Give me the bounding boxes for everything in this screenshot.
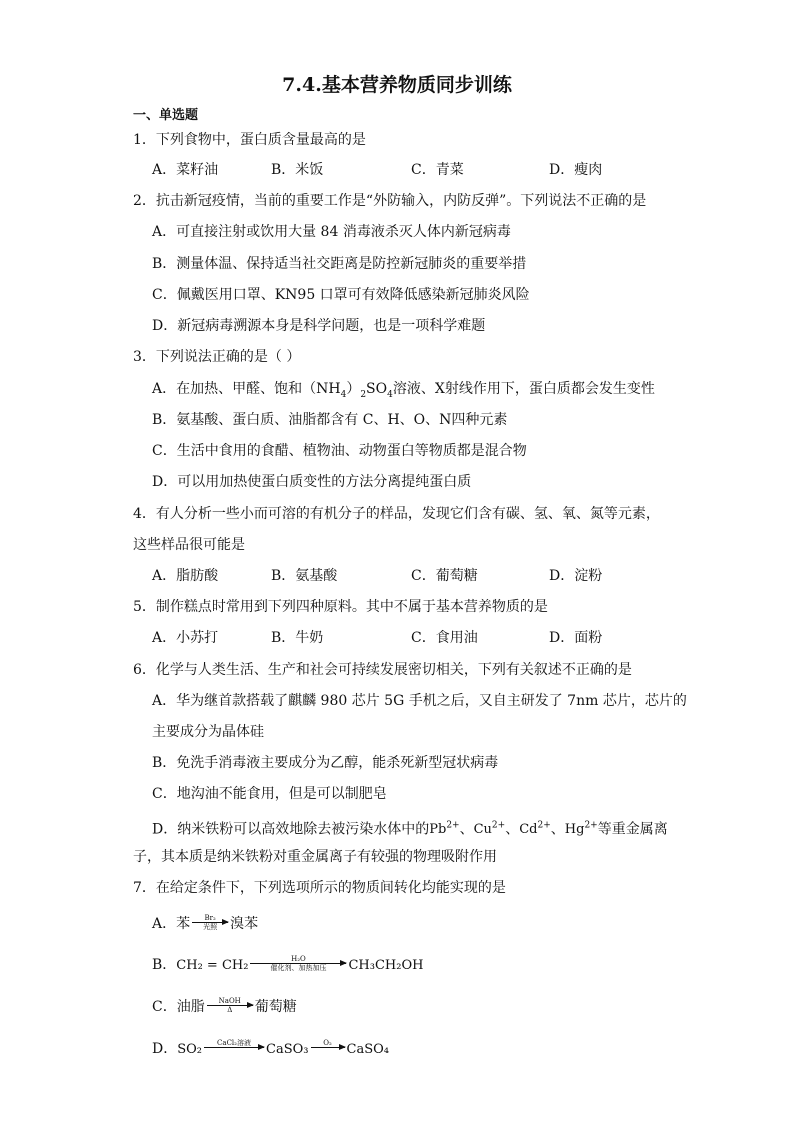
q6-option-d-line-1: [152, 817, 668, 839]
q7-option-a: [152, 915, 258, 933]
question-7-stem: 7．在给定条件下，下列选项所示的物质间转化均能实现的是: [133, 880, 506, 896]
q6-option-c: C．地沟油不能食用，但是可以制肥皂: [152, 786, 387, 802]
q3-option-a: [152, 380, 655, 404]
q5-option-c: C．食用油: [411, 630, 478, 646]
product: 葡萄糖: [254, 999, 297, 1015]
q2-option-d: D．新冠病毒溯源本身是科学问题，也是一项科学难题: [152, 318, 486, 334]
product: CH₃CH₂OH: [348, 958, 424, 973]
separator: 、: [459, 821, 474, 838]
q4-option-c: C．葡萄糖: [411, 568, 478, 584]
q6-option-a-line-1: A．华为继首款搭载了麒麟 980 芯片 5G 手机之后，又自主研发了 7nm 芯片，芯片的: [152, 693, 687, 709]
ion-pb: $Pb^{2+}$: [429, 821, 460, 838]
q1-option-b: B．米饭: [271, 162, 324, 178]
option-label: C．: [152, 999, 177, 1015]
q7-option-c: [152, 998, 297, 1016]
product: 溴苯: [230, 916, 259, 932]
reaction-arrow: H₂O 催化剂、加热加压: [250, 955, 346, 972]
q3-a-sub-1: 4: [340, 389, 347, 400]
page-title: 7.4.基本营养物质同步训练: [282, 74, 512, 96]
q1-option-a: A．菜籽油: [152, 162, 219, 178]
reactant: SO₂: [177, 1042, 203, 1057]
question-2-stem: 2．抗击新冠疫情，当前的重要工作是“外防输入，内防反弹”。下列说法不正确的是: [133, 193, 647, 209]
q1-option-d: D．瘦肉: [549, 162, 603, 178]
q5-option-a: A．小苏打: [152, 630, 219, 646]
q3-a-sub-3: 4: [387, 389, 393, 400]
reactant: 油脂: [176, 999, 205, 1015]
separator: 、: [505, 821, 520, 838]
q3-option-d: D．可以用加热使蛋白质变性的方法分离提纯蛋白质: [152, 474, 472, 490]
q7-option-d: [152, 1040, 389, 1059]
separator: 、: [550, 821, 565, 838]
ion-cd: $Cd^{2+}$: [519, 821, 551, 838]
reaction-arrow-2: O₂: [311, 1039, 345, 1056]
option-label: B．: [152, 957, 177, 973]
reactant: CH₂ = CH₂: [176, 958, 249, 973]
option-label: A．: [152, 916, 177, 932]
q4-option-a: A．脂肪酸: [152, 568, 219, 584]
ion-cu: $Cu^{2+}$: [473, 821, 506, 838]
question-4-stem-line-1: 4．有人分析一些小而可溶的有机分子的样品，发现它们含有碳、氢、氧、氮等元素，: [133, 506, 660, 522]
q2-option-a: A．可直接注射或饮用大量 84 消毒液杀灭人体内新冠病毒: [152, 224, 511, 240]
product: CaSO₄: [346, 1042, 389, 1057]
q4-option-b: B．氨基酸: [271, 568, 338, 584]
question-4-stem-line-2: 这些样品很可能是: [133, 537, 245, 553]
q5-option-b: B．牛奶: [271, 630, 324, 646]
q3-a-text-2: ）: [346, 381, 361, 397]
q3-a-text-1: A．在加热、甲醛、饱和（NH: [152, 381, 341, 397]
q3-a-text-3: SO: [366, 381, 388, 397]
reaction-arrow: Br₂ 光照: [192, 914, 228, 931]
q6-d-text-1: D．纳米铁粉可以高效地除去被污染水体中的: [152, 821, 430, 838]
q5-option-d: D．面粉: [549, 630, 603, 646]
q6-option-a-line-2: 主要成分为晶体硅: [152, 724, 264, 740]
question-3-stem: 3．下列说法正确的是（ ）: [133, 349, 301, 365]
q7-option-b: [152, 956, 423, 975]
q3-a-text-4: 溶液、X射线作用下，蛋白质都会发生变性: [392, 381, 655, 397]
reaction-arrow-1: CaCl₂溶液: [204, 1039, 264, 1056]
section-heading: 一、单选题: [133, 108, 199, 123]
ion-hg: $Hg^{2+}$: [564, 821, 598, 838]
option-label: D．: [152, 1041, 178, 1057]
question-6-stem: 6．化学与人类生活、生产和社会可持续发展密切相关，下列有关叙述不正确的是: [133, 662, 632, 678]
question-5-stem: 5．制作糕点时常用到下列四种原料。其中不属于基本营养物质的是: [133, 599, 548, 615]
q3-option-c: C．生活中食用的食醋、植物油、动物蛋白等物质都是混合物: [152, 443, 527, 459]
q4-option-d: D．淀粉: [549, 568, 603, 584]
q1-option-c: C．青菜: [411, 162, 464, 178]
q3-a-sub-2: 2: [360, 389, 367, 400]
intermediate: CaSO₃: [266, 1042, 309, 1057]
q2-option-b: B．测量体温、保持适当社交距离是防控新冠肺炎的重要举措: [152, 256, 527, 272]
q6-option-b: B．免洗手消毒液主要成分为乙醇，能杀死新型冠状病毒: [152, 755, 499, 771]
reactant: 苯: [176, 916, 191, 932]
q6-d-text-2: 等重金属离: [597, 821, 668, 838]
question-1-stem: 1．下列食物中，蛋白质含量最高的是: [133, 132, 366, 148]
reaction-arrow: NaOH Δ: [207, 997, 253, 1014]
q2-option-c: C．佩戴医用口罩、KN95 口罩可有效降低感染新冠肺炎风险: [152, 287, 530, 303]
q3-option-b: B．氨基酸、蛋白质、油脂都含有 C、H、O、N四种元素: [152, 412, 508, 428]
q6-option-d-line-2: 子，其本质是纳米铁粉对重金属离子有较强的物理吸附作用: [133, 849, 497, 865]
